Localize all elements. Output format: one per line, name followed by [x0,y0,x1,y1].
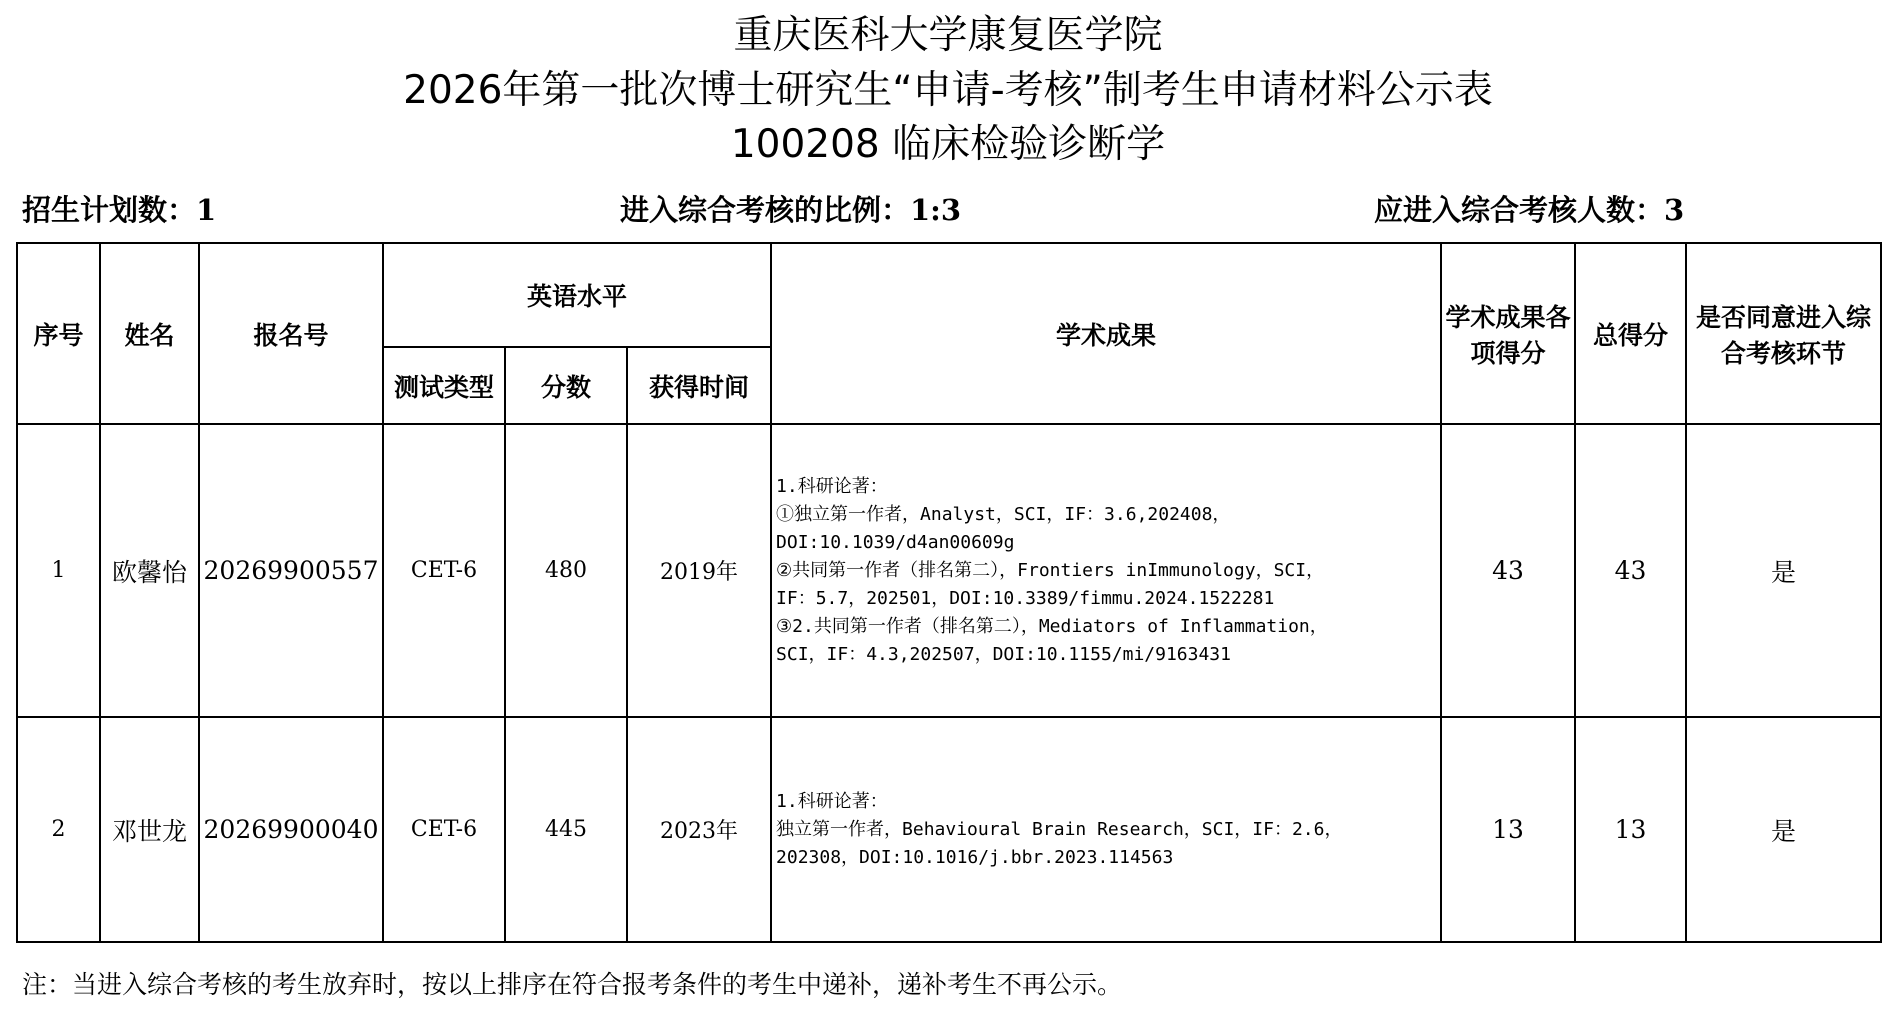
cell-test-type: CET-6 [383,717,505,942]
cell-ach-score: 13 [1441,717,1575,942]
table-row [17,424,1881,717]
cell-score: 480 [505,424,627,717]
assessment-ratio: 进入综合考核的比例：1:3 [620,193,962,227]
header-ach-score: 学术成果各项得分 [1441,243,1575,424]
title-institution: 重庆医科大学康复医学院 [733,13,1163,58]
footnote: 注：当进入综合考核的考生放弃时，按以上排序在符合报考条件的考生中递补，递补考生不再公示。 [22,970,1123,999]
assessment-count: 应进入综合考核人数：3 [1374,193,1685,227]
cell-reg: 20269900040 [199,717,383,942]
cell-achievements: 1.科研论著： ①独立第一作者，Analyst，SCI，IF：3.6,202408， DOI:10.1039/d4an00609g ②共同第一作者（排名第二），Frontiers inImmunology，SCI， IF：5.7，202501，DOI:10.3389/fimmu.2024.1522281 ③2.共同第一作者（排名第二），Mediators of Inflammation， SCI，IF：4.3,202507，DOI:10.1155/mi/9163431 [771,424,1441,717]
cell-score: 445 [505,717,627,942]
cell-ach-score: 43 [1441,424,1575,717]
cell-date: 2019年 [627,424,771,717]
cell-agree: 是 [1686,717,1881,942]
cell-agree: 是 [1686,424,1881,717]
cell-achievements: 1.科研论著： 独立第一作者，Behavioural Brain Research，SCI，IF：2.6， 202308，DOI:10.1016/j.bbr.2023.114563 [771,717,1441,942]
header-test-type: 测试类型 [383,347,505,424]
header-achievements: 学术成果 [771,243,1441,424]
cell-total: 13 [1575,717,1686,942]
header-score: 分数 [505,347,627,424]
cell-name: 邓世龙 [100,717,199,942]
title-main: 2026年第一批次博士研究生“申请-考核”制考生申请材料公示表 [403,68,1493,113]
header-total: 总得分 [1575,243,1686,424]
header-reg: 报名号 [199,243,383,424]
header-name: 姓名 [100,243,199,424]
cell-no: 2 [17,717,100,942]
header-date: 获得时间 [627,347,771,424]
header-no: 序号 [17,243,100,424]
cell-no: 1 [17,424,100,717]
cell-date: 2023年 [627,717,771,942]
plan-count: 招生计划数：1 [22,193,217,227]
cell-reg: 20269900557 [199,424,383,717]
header-agree: 是否同意进入综合考核环节 [1686,243,1881,424]
header-english: 英语水平 [383,243,771,347]
table-row [17,717,1881,942]
title-major: 100208 临床检验诊断学 [730,122,1166,167]
applicant-table [16,242,1882,943]
cell-test-type: CET-6 [383,424,505,717]
cell-name: 欧馨怡 [100,424,199,717]
cell-total: 43 [1575,424,1686,717]
